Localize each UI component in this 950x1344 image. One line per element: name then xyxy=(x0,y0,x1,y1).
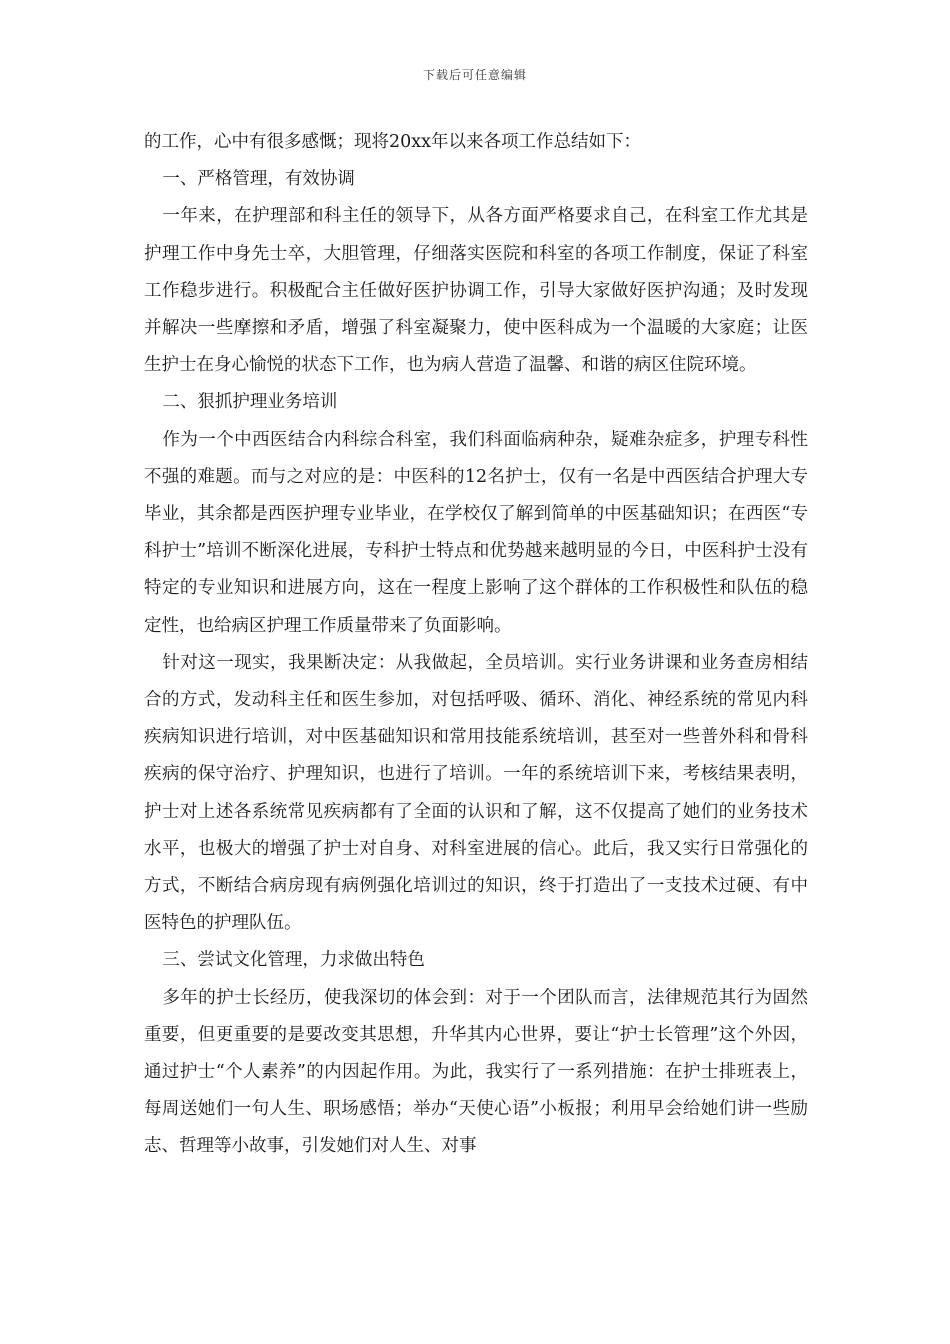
page-header: 下载后可任意编辑 xyxy=(422,68,527,82)
section-heading-1: 一、严格管理，有效协调 xyxy=(162,169,355,190)
paragraph-intro: 的工作，心中有很多感慨；现将20xx年以来各项工作总结如下： xyxy=(144,132,642,152)
document-body xyxy=(144,124,808,1166)
paragraph-training-action: 针对这一现实，我果断决定：从我做起，全员培训。实行业务讲课和业务查房相结合的方式，发动科主任和医生参加，对包括呼吸、循环、消化、神经系统的常见内科疾病知识进行培训，对中医基础知识和常用技能系统培训，甚至对一些普外科和骨科疾病的保守治疗、护理知识，也进行了培训。一年的系统培训下来，考核结果表明，护士对上述各系统常见疾病都有了全面的认识和了解，这不仅提高了她们的业务技术水平，也极大的增强了护士对自身、对科室进展的信心。此后，我又实行日常强化的方式，不断结合病房现有病例强化培训过的知识，终于打造出了一支技术过硬、有中医特色的护理队伍。 xyxy=(144,652,808,934)
paragraph-culture: 多年的护士长经历，使我深切的体会到：对于一个团队而言，法律规范其行为固然重要，但更重要的是要改变其思想，升华其内心世界，要让“护士长管理”这个外因，通过护士“个人素养”的内因起作用。为此，我实行了一系列措施：在护士排班表上，每周送她们一句人生、职场感悟；举办“天使心语”小板报；利用早会给她们讲一些励志、哲理等小故事，引发她们对人生、对事 xyxy=(144,987,808,1157)
paragraph-management: 一年来，在护理部和科主任的领导下，从各方面严格要求自己，在科室工作尤其是护理工作中身先士卒，大胆管理，仔细落实医院和科室的各项工作制度，保证了科室工作稳步进行。积极配合主任做好医护协调工作，引导大家做好医护沟通；及时发现并解决一些摩擦和矛盾，增强了科室凝聚力，使中医科成为一个温暖的大家庭；让医生护士在身心愉悦的状态下工作，也为病人营造了温馨、和谐的病区住院环境。 xyxy=(144,206,808,376)
paragraph-training-problem: 作为一个中西医结合内科综合科室，我们科面临病种杂，疑难杂症多，护理专科性不强的难题。而与之对应的是：中医科的12名护士，仅有一名是中西医结合护理大专毕业，其余都是西医护理专业毕业，在学校仅了解到简单的中医基础知识；在西医“专科护士”培训不断深化进展，专科护士特点和优势越来越明显的今日，中医科护士没有特定的专业知识和进展方向，这在一程度上影响了这个群体的工作积极性和队伍的稳定性，也给病区护理工作质量带来了负面影响。 xyxy=(144,429,808,636)
section-heading-3: 三、尝试文化管理，力求做出特色 xyxy=(162,950,425,971)
section-heading-2: 二、狠抓护理业务培训 xyxy=(162,392,338,413)
